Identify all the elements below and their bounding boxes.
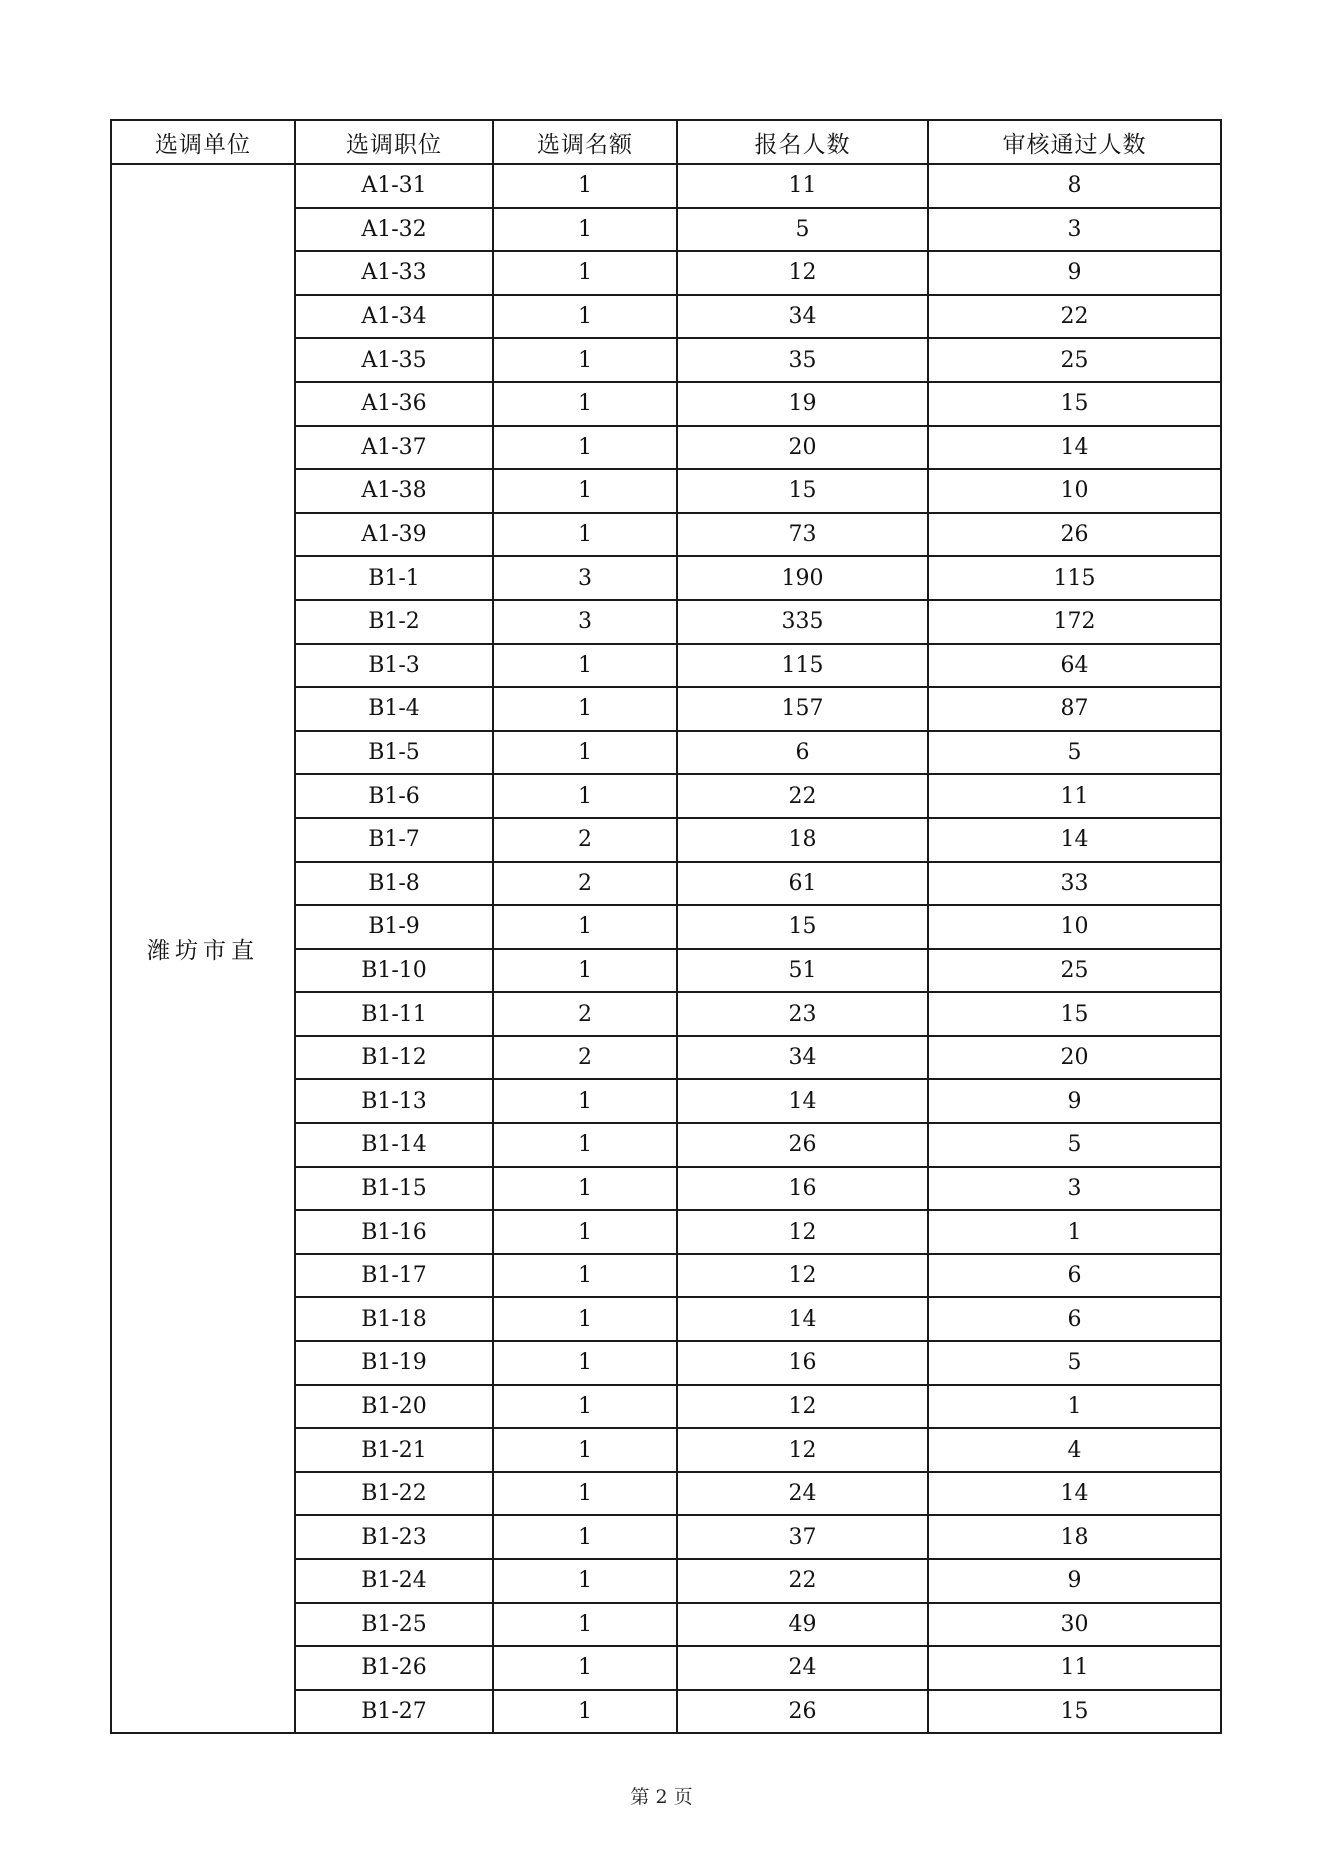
header-position: 选调职位 [295, 120, 493, 164]
cell-position: B1-2 [295, 600, 493, 644]
cell-approved: 18 [928, 1515, 1221, 1559]
cell-quota: 1 [493, 774, 677, 818]
cell-quota: 1 [493, 905, 677, 949]
cell-position: A1-32 [295, 208, 493, 252]
cell-applicants: 34 [677, 295, 928, 339]
cell-applicants: 73 [677, 513, 928, 557]
cell-applicants: 24 [677, 1472, 928, 1516]
cell-approved: 33 [928, 862, 1221, 906]
cell-approved: 15 [928, 992, 1221, 1036]
cell-quota: 1 [493, 1603, 677, 1647]
cell-approved: 115 [928, 556, 1221, 600]
cell-approved: 14 [928, 818, 1221, 862]
header-unit: 选调单位 [111, 120, 295, 164]
cell-applicants: 34 [677, 1036, 928, 1080]
cell-applicants: 23 [677, 992, 928, 1036]
cell-quota: 1 [493, 295, 677, 339]
header-quota: 选调名额 [493, 120, 677, 164]
cell-approved: 14 [928, 426, 1221, 470]
cell-position: B1-20 [295, 1385, 493, 1429]
page-number: 第 2 页 [630, 1786, 693, 1808]
cell-position: A1-31 [295, 164, 493, 208]
selection-table [110, 119, 1222, 1734]
cell-applicants: 14 [677, 1297, 928, 1341]
cell-quota: 1 [493, 687, 677, 731]
cell-applicants: 11 [677, 164, 928, 208]
cell-applicants: 12 [677, 1385, 928, 1429]
cell-approved: 3 [928, 208, 1221, 252]
cell-quota: 1 [493, 1079, 677, 1123]
table-row [111, 164, 1221, 208]
cell-applicants: 35 [677, 338, 928, 382]
cell-position: B1-1 [295, 556, 493, 600]
cell-applicants: 12 [677, 1254, 928, 1298]
cell-approved: 4 [928, 1428, 1221, 1472]
cell-position: B1-7 [295, 818, 493, 862]
cell-quota: 1 [493, 644, 677, 688]
cell-applicants: 335 [677, 600, 928, 644]
cell-quota: 1 [493, 1210, 677, 1254]
header-applicants: 报名人数 [677, 120, 928, 164]
cell-approved: 25 [928, 338, 1221, 382]
cell-quota: 2 [493, 992, 677, 1036]
cell-approved: 172 [928, 600, 1221, 644]
cell-applicants: 19 [677, 382, 928, 426]
cell-applicants: 12 [677, 251, 928, 295]
cell-quota: 1 [493, 1385, 677, 1429]
cell-applicants: 14 [677, 1079, 928, 1123]
cell-applicants: 22 [677, 774, 928, 818]
cell-approved: 87 [928, 687, 1221, 731]
cell-applicants: 15 [677, 469, 928, 513]
cell-position: B1-18 [295, 1297, 493, 1341]
cell-applicants: 190 [677, 556, 928, 600]
table-body [111, 164, 1221, 1733]
cell-approved: 11 [928, 774, 1221, 818]
cell-applicants: 115 [677, 644, 928, 688]
cell-quota: 2 [493, 862, 677, 906]
cell-applicants: 12 [677, 1428, 928, 1472]
cell-applicants: 24 [677, 1646, 928, 1690]
cell-quota: 1 [493, 1167, 677, 1211]
cell-applicants: 12 [677, 1210, 928, 1254]
cell-approved: 6 [928, 1254, 1221, 1298]
cell-quota: 1 [493, 1123, 677, 1167]
cell-approved: 5 [928, 731, 1221, 775]
cell-approved: 9 [928, 251, 1221, 295]
cell-quota: 1 [493, 949, 677, 993]
cell-applicants: 26 [677, 1123, 928, 1167]
cell-quota: 1 [493, 338, 677, 382]
cell-position: A1-38 [295, 469, 493, 513]
cell-quota: 1 [493, 1341, 677, 1385]
cell-position: B1-14 [295, 1123, 493, 1167]
cell-position: B1-9 [295, 905, 493, 949]
cell-position: B1-13 [295, 1079, 493, 1123]
cell-position: B1-22 [295, 1472, 493, 1516]
cell-quota: 2 [493, 818, 677, 862]
cell-position: B1-25 [295, 1603, 493, 1647]
cell-approved: 15 [928, 1690, 1221, 1734]
cell-quota: 1 [493, 1690, 677, 1734]
cell-quota: 2 [493, 1036, 677, 1080]
cell-position: B1-16 [295, 1210, 493, 1254]
cell-position: B1-3 [295, 644, 493, 688]
cell-quota: 1 [493, 469, 677, 513]
cell-quota: 1 [493, 1559, 677, 1603]
cell-approved: 30 [928, 1603, 1221, 1647]
cell-position: B1-27 [295, 1690, 493, 1734]
cell-position: A1-37 [295, 426, 493, 470]
cell-position: B1-21 [295, 1428, 493, 1472]
cell-approved: 11 [928, 1646, 1221, 1690]
cell-position: B1-23 [295, 1515, 493, 1559]
cell-position: B1-24 [295, 1559, 493, 1603]
cell-approved: 10 [928, 905, 1221, 949]
cell-quota: 3 [493, 556, 677, 600]
cell-position: B1-8 [295, 862, 493, 906]
cell-position: B1-12 [295, 1036, 493, 1080]
cell-quota: 1 [493, 1297, 677, 1341]
cell-approved: 1 [928, 1385, 1221, 1429]
cell-position: A1-35 [295, 338, 493, 382]
cell-approved: 6 [928, 1297, 1221, 1341]
cell-position: B1-26 [295, 1646, 493, 1690]
cell-quota: 1 [493, 731, 677, 775]
cell-quota: 1 [493, 164, 677, 208]
cell-position: B1-19 [295, 1341, 493, 1385]
cell-approved: 20 [928, 1036, 1221, 1080]
cell-approved: 8 [928, 164, 1221, 208]
cell-approved: 3 [928, 1167, 1221, 1211]
cell-position: B1-5 [295, 731, 493, 775]
table-header-row [111, 120, 1221, 164]
cell-applicants: 61 [677, 862, 928, 906]
cell-approved: 9 [928, 1559, 1221, 1603]
cell-applicants: 51 [677, 949, 928, 993]
cell-approved: 9 [928, 1079, 1221, 1123]
cell-unit: 潍坊市直 [111, 164, 295, 1733]
cell-quota: 1 [493, 1646, 677, 1690]
cell-applicants: 5 [677, 208, 928, 252]
cell-approved: 25 [928, 949, 1221, 993]
cell-applicants: 157 [677, 687, 928, 731]
cell-applicants: 18 [677, 818, 928, 862]
cell-position: A1-39 [295, 513, 493, 557]
cell-quota: 1 [493, 513, 677, 557]
cell-position: B1-10 [295, 949, 493, 993]
cell-applicants: 26 [677, 1690, 928, 1734]
cell-quota: 1 [493, 382, 677, 426]
cell-position: B1-11 [295, 992, 493, 1036]
cell-applicants: 6 [677, 731, 928, 775]
cell-quota: 1 [493, 1428, 677, 1472]
cell-applicants: 49 [677, 1603, 928, 1647]
cell-applicants: 22 [677, 1559, 928, 1603]
cell-applicants: 16 [677, 1341, 928, 1385]
cell-position: B1-17 [295, 1254, 493, 1298]
cell-quota: 1 [493, 426, 677, 470]
cell-quota: 3 [493, 600, 677, 644]
cell-approved: 22 [928, 295, 1221, 339]
cell-quota: 1 [493, 1254, 677, 1298]
cell-position: B1-4 [295, 687, 493, 731]
header-approved: 审核通过人数 [928, 120, 1221, 164]
cell-approved: 64 [928, 644, 1221, 688]
cell-applicants: 15 [677, 905, 928, 949]
cell-approved: 14 [928, 1472, 1221, 1516]
cell-applicants: 37 [677, 1515, 928, 1559]
cell-quota: 1 [493, 251, 677, 295]
cell-quota: 1 [493, 208, 677, 252]
cell-approved: 5 [928, 1341, 1221, 1385]
cell-applicants: 20 [677, 426, 928, 470]
cell-approved: 26 [928, 513, 1221, 557]
cell-quota: 1 [493, 1472, 677, 1516]
cell-approved: 15 [928, 382, 1221, 426]
cell-position: A1-33 [295, 251, 493, 295]
cell-position: A1-36 [295, 382, 493, 426]
cell-position: B1-6 [295, 774, 493, 818]
cell-position: B1-15 [295, 1167, 493, 1211]
cell-approved: 10 [928, 469, 1221, 513]
cell-approved: 5 [928, 1123, 1221, 1167]
cell-position: A1-34 [295, 295, 493, 339]
cell-quota: 1 [493, 1515, 677, 1559]
cell-approved: 1 [928, 1210, 1221, 1254]
cell-applicants: 16 [677, 1167, 928, 1211]
